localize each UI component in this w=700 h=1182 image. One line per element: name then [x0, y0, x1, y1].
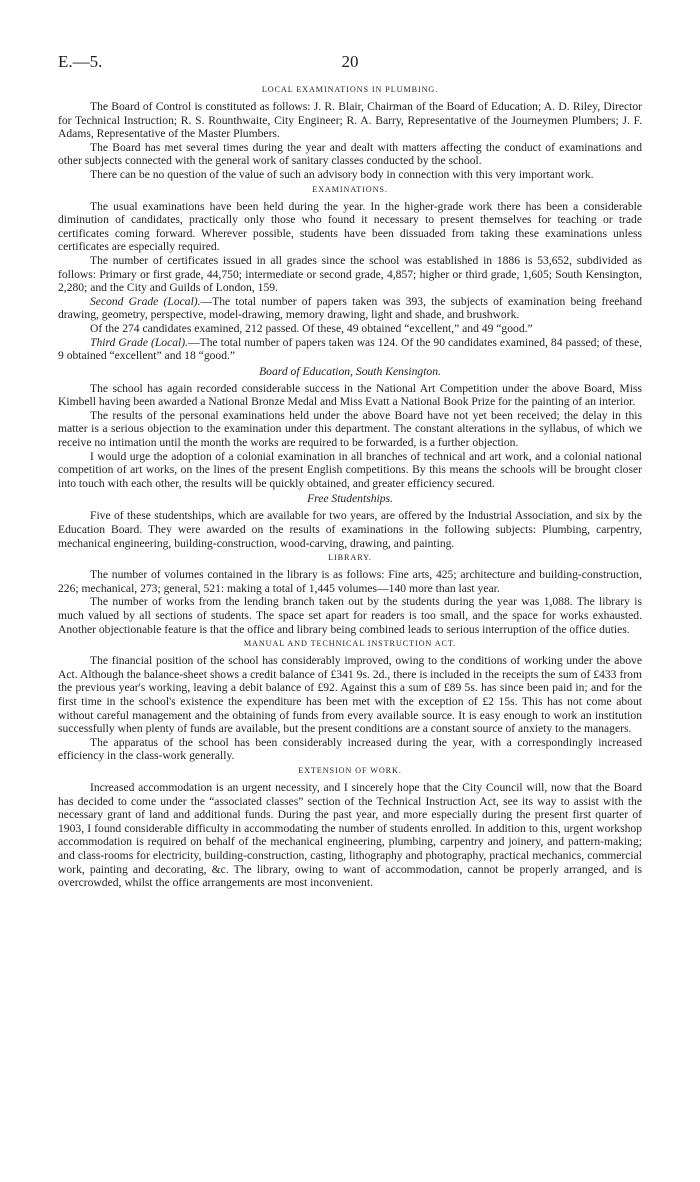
section-heading-free-studentships: Free Studentships.: [307, 492, 393, 506]
paragraph: I would urge the adoption of a colonial examination in all branches of technical and art work, and a colonial national competition of art works, on the lines of the present English competitions. By this means the schools will be brought closer into touch with each other, the results will be quickly obtained, and greater efficiency secured.: [58, 449, 642, 490]
paragraph: The number of certificates issued in all grades since the school was established in 1886 is 53,652, subdivided as follows: Primary or first grade, 44,750; intermediate or second grade, 4,857; higher or third grade, 1,605; South Kensington, 2,280; and the City and Guilds of London, 159.: [58, 253, 642, 295]
paragraph: The Board of Control is constituted as follows: J. R. Blair, Chairman of the Board of Education; A. D. Riley, Director for Technical Instruction; R. S. Rounthwaite, City Engineer; R. A. Barry, Representative of the Journeymen Plumbers; J. F. Adams, Representative of the Master Plumbers.: [58, 100, 642, 141]
paragraph: The financial position of the school has considerably improved, owing to the conditions of working under the above Act. Although the balance-sheet shows a credit balance of £341 9s. 2d., there is included in the receipts the sum of £433 from the previous year's working, leaving a debit balance of £92. Against this a sum of £89 5s. has since been paid in; and for the first time in the school's existence the expenditure has been met with the exception of £2 15s. This has not come about without careful management and the obtaining of funds from every available source. It is easy enough to work an institution successfully when plenty of funds are available, but the present conditions are a constant source of anxiety to the managers.: [58, 654, 642, 736]
running-header: [58, 52, 642, 76]
paragraph: There can be no question of the value of such an advisory body in connection with this very important work.: [90, 167, 594, 181]
section-heading-extension-of-work: EXTENSION OF WORK.: [298, 765, 402, 775]
page-number: 20: [341, 52, 359, 71]
paragraph: The number of works from the lending branch taken out by the students during the year was 1,088. The library is much valued by all sections of students. The space set apart for readers is too small, and the space for works exhausted. Another objectionable feature is that the office and library being combined leads to serious interruption of the office duties.: [58, 595, 642, 636]
section-heading-plumbing: LOCAL EXAMINATIONS IN PLUMBING.: [261, 85, 439, 94]
section-heading-south-kensington: Board of Education, South Kensington.: [259, 364, 441, 378]
third-grade-text: —The total number of papers taken was 124. Of the 90 candidates examined, 84 passed; of these, 9 obtained “excellent” and 18 “good.”: [58, 335, 643, 363]
paragraph: The apparatus of the school has been considerably increased during the year, with a correspondingly increased efficiency in the class-work generally.: [58, 735, 642, 763]
series-code: E.—5.: [58, 52, 103, 71]
paragraph: The results of the personal examinations held under the above Board have not yet been received; the delay in this matter is a serious objection to the examination under this department. The constant alterations in the syllabus, of which we receive no intimation until the month the works are required to be forwarded, is a further objection.: [58, 408, 642, 450]
section-heading-examinations: EXAMINATIONS.: [312, 184, 388, 194]
paragraph: Of the 274 candidates examined, 212 passed. Of these, 49 obtained “excellent,” and 49 “good.”: [90, 321, 533, 335]
second-grade-text: —The total number of papers taken was 393, the subjects of examination being freehand drawing, geometry, perspective, model-drawing, memory drawing, light and shade, and brushwork.: [58, 294, 642, 322]
paragraph: Increased accommodation is an urgent necessity, and I sincerely hope that the City Council will, now that the Board has decided to come under the “associated classes” section of the Technical Instruction Act, see its way to assist with the necessary grant of land and additional funds. During the past year, and more especially during the present first quarter of 1903, I found considerable difficulty in accommodating the number of students enrolled. In addition to this, urgent workshop accommodation is required on behalf of the mechanical engineering, plumbing, carpentry and joinery, and pattern-making; and class-rooms for electricity, building-construction, casting, lithography and photography, practical mechanics, commercial work, painting and decorating, &c. The library, owing to want of accommodation, cannot be properly arranged, and is overcrowded, whilst the office arrangements are most inconvenient.: [58, 780, 642, 890]
second-grade-label: Second Grade (Local).: [90, 294, 201, 308]
paragraph: Five of these studentships, which are available for two years, are offered by the Industrial Association, and six by the Education Board. They were awarded on the results of examinations in the following subjects: Plumbing, carpentry, mechanical engineering, building-construction, wood-carving, drawing, and painting.: [58, 509, 642, 550]
body-text: [58, 82, 642, 890]
paragraph: The number of volumes contained in the library is as follows: Fine arts, 425; architecture and building-construction, 226; mechanical, 273; general, 521: making a total of 1,445 volumes—140 more than last year.: [58, 568, 642, 595]
paragraph: The school has again recorded considerable success in the National Art Competition under the above Board, Miss Kimbell having been awarded a National Bronze Medal and Miss Evatt a National Book Prize for the painting of an interior.: [58, 381, 642, 409]
paragraph-second-grade: [58, 295, 642, 322]
paragraph: The usual examinations have been held during the year. In the higher-grade work there has been a considerable diminution of candidates, practically only those who found it necessary to present themselves for teaching or trade certificates coming forward. Wherever possible, students have been dissuaded from taking these examinations unless certificates are especially required.: [58, 199, 642, 254]
section-heading-library: LIBRARY.: [328, 553, 372, 563]
paragraph: The Board has met several times during the year and dealt with matters affecting the conduct of examinations and other subjects connected with the general work of sanitary classes conducted by the school.: [58, 140, 642, 168]
third-grade-label: Third Grade (Local).: [90, 335, 189, 349]
section-heading-manual-technical-act: MANUAL AND TECHNICAL INSTRUCTION ACT.: [243, 639, 457, 649]
paragraph-third-grade: [58, 336, 642, 363]
